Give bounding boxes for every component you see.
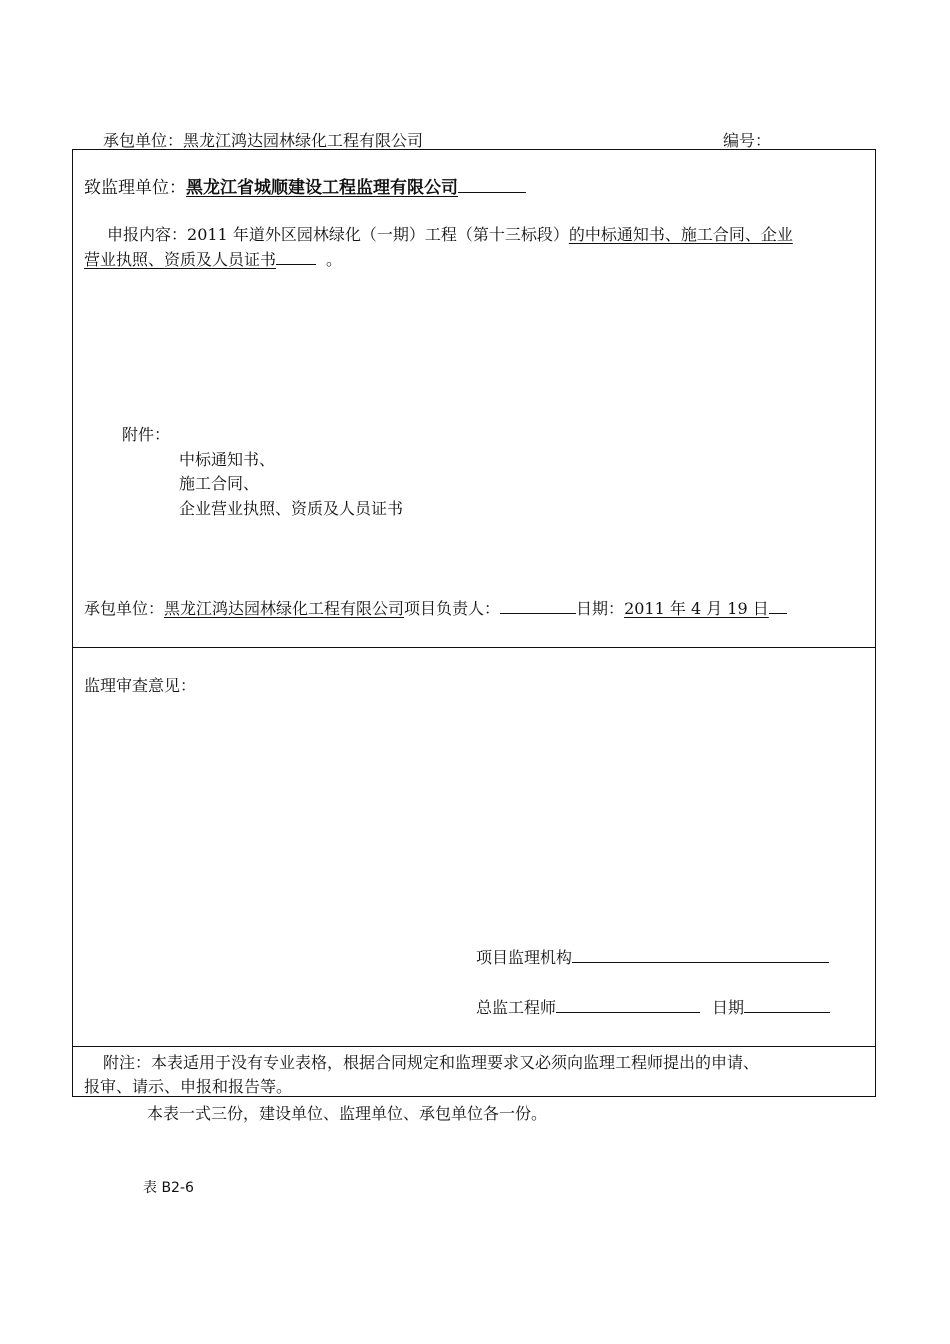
attachment-item: 施工合同、 <box>179 474 260 493</box>
footer-divider <box>72 1046 876 1047</box>
report-label: 申报内容： <box>107 225 188 244</box>
sign-date-value: 2011 年 4 月 19 日 <box>624 599 769 618</box>
copies-note: 本表一式三份，建设单位、监理单位、承包单位各一份。 <box>147 1104 548 1123</box>
org-line <box>476 945 829 968</box>
report-line-2 <box>84 247 342 270</box>
sign-contractor-label: 承包单位： <box>84 599 165 618</box>
section-divider <box>72 647 876 648</box>
header-number-label: 编号： <box>723 131 772 150</box>
sign-date-label: 日期： <box>576 599 625 618</box>
signature-line <box>84 596 787 619</box>
form-code: 表 B2-6 <box>143 1180 194 1196</box>
sign-contractor-name: 黑龙江鸿达园林绿化工程有限公司 <box>164 599 405 618</box>
report-end: 。 <box>326 250 343 269</box>
attachments-label: 附件： <box>122 425 171 444</box>
sign-date-blank <box>769 596 787 614</box>
report-plain: 2011 年道外区园林绿化（一期）工程（第十三标段） <box>187 225 569 244</box>
chief-label: 总监工程师 <box>476 998 557 1017</box>
to-supervisor <box>84 173 526 198</box>
review-label: 监理审查意见： <box>84 676 197 695</box>
org-label: 项目监理机构 <box>476 948 573 967</box>
report-underlined-1: 的中标通知书、施工合同、企业 <box>568 225 793 244</box>
note-line-2: 报审、请示、申报和报告等。 <box>84 1077 293 1096</box>
org-blank <box>572 945 829 963</box>
report-blank <box>276 247 316 265</box>
header-contractor <box>103 128 423 151</box>
attachment-item: 企业营业执照、资质及人员证书 <box>179 499 404 518</box>
review-date-blank <box>744 995 830 1013</box>
report-underlined-2: 营业执照、资质及人员证书 <box>84 250 277 269</box>
header-contractor-name: 黑龙江鸿达园林绿化工程有限公司 <box>183 131 424 150</box>
review-date-label: 日期 <box>712 998 745 1017</box>
note-line-1: 附注：本表适用于没有专业表格，根据合同规定和监理要求又必须向监理工程师提出的申请、 <box>103 1053 760 1072</box>
to-blank <box>458 175 526 193</box>
sign-manager-blank <box>500 596 576 614</box>
attachment-item: 中标通知书、 <box>179 450 276 469</box>
to-supervisor-name: 黑龙江省城顺建设工程监理有限公司 <box>186 178 458 198</box>
report-line-1 <box>107 222 793 245</box>
to-label: 致监理单位： <box>84 178 186 198</box>
chief-line <box>476 995 830 1018</box>
sign-manager-label: 项目负责人： <box>404 599 501 618</box>
chief-blank <box>556 995 700 1013</box>
header-contractor-label: 承包单位： <box>103 131 184 150</box>
